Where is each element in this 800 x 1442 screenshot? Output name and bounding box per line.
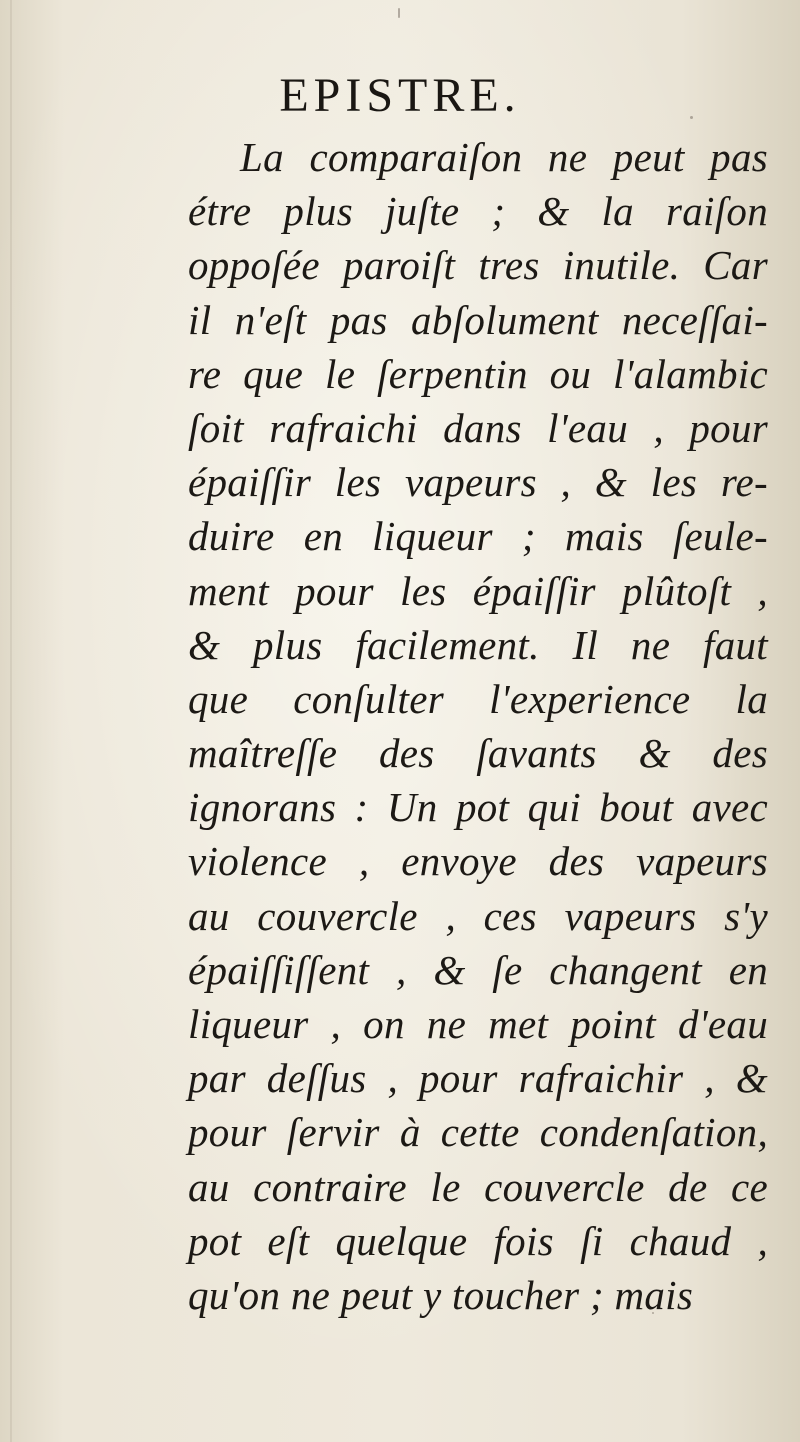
text-line: par deſſus , pour rafraichir , &	[188, 1055, 768, 1102]
text-line: liqueur , on ne met point d'eau	[188, 1001, 768, 1047]
paper-speck	[690, 116, 693, 119]
text-line: pot eſt quelque fois ſi chaud ,	[188, 1217, 768, 1264]
text-line: oppoſée paroiſt tres inutile. Car	[188, 242, 768, 289]
text-line: ignorans : Un pot qui bout avec	[188, 784, 768, 831]
text-line: que conſulter l'experience la	[188, 675, 768, 722]
text-line: épaiſſiſſent , & ſe changent en	[188, 946, 768, 993]
text-line: La comparaiſon ne peut pas	[240, 134, 768, 180]
text-line: maîtreſſe des ſavants & des	[188, 730, 768, 777]
text-line: au couvercle , ces vapeurs s'y	[188, 892, 768, 939]
text-line: re que le ſerpentin ou l'alambic	[188, 350, 768, 397]
paper-speck	[398, 8, 400, 18]
text-line: violence , envoye des vapeurs	[188, 838, 768, 885]
text-line: au contraire le couvercle de ce	[188, 1163, 768, 1210]
text-line: ment pour les épaiſſir plûtoſt ,	[188, 567, 768, 614]
text-line: épaiſſir les vapeurs , & les re-	[188, 459, 768, 506]
text-line: duire en liqueur ; mais ſeule-	[188, 513, 768, 560]
text-line: ſoit rafraichi dans l'eau , pour	[188, 404, 768, 451]
page-edge	[10, 0, 12, 1442]
text-line: étre plus juſte ; & la raiſon	[188, 188, 768, 235]
body-text	[188, 130, 768, 1322]
paper-speck	[652, 1312, 654, 1314]
text-line: pour ſervir à cette condenſation,	[188, 1109, 768, 1156]
running-header: EPISTRE.	[279, 69, 521, 122]
text-line: il n'eſt pas abſolument neceſſai-	[188, 296, 768, 343]
text-line: & plus facilement. Il ne faut	[188, 621, 768, 668]
text-line: qu'on ne peut y toucher ; mais	[188, 1271, 694, 1318]
